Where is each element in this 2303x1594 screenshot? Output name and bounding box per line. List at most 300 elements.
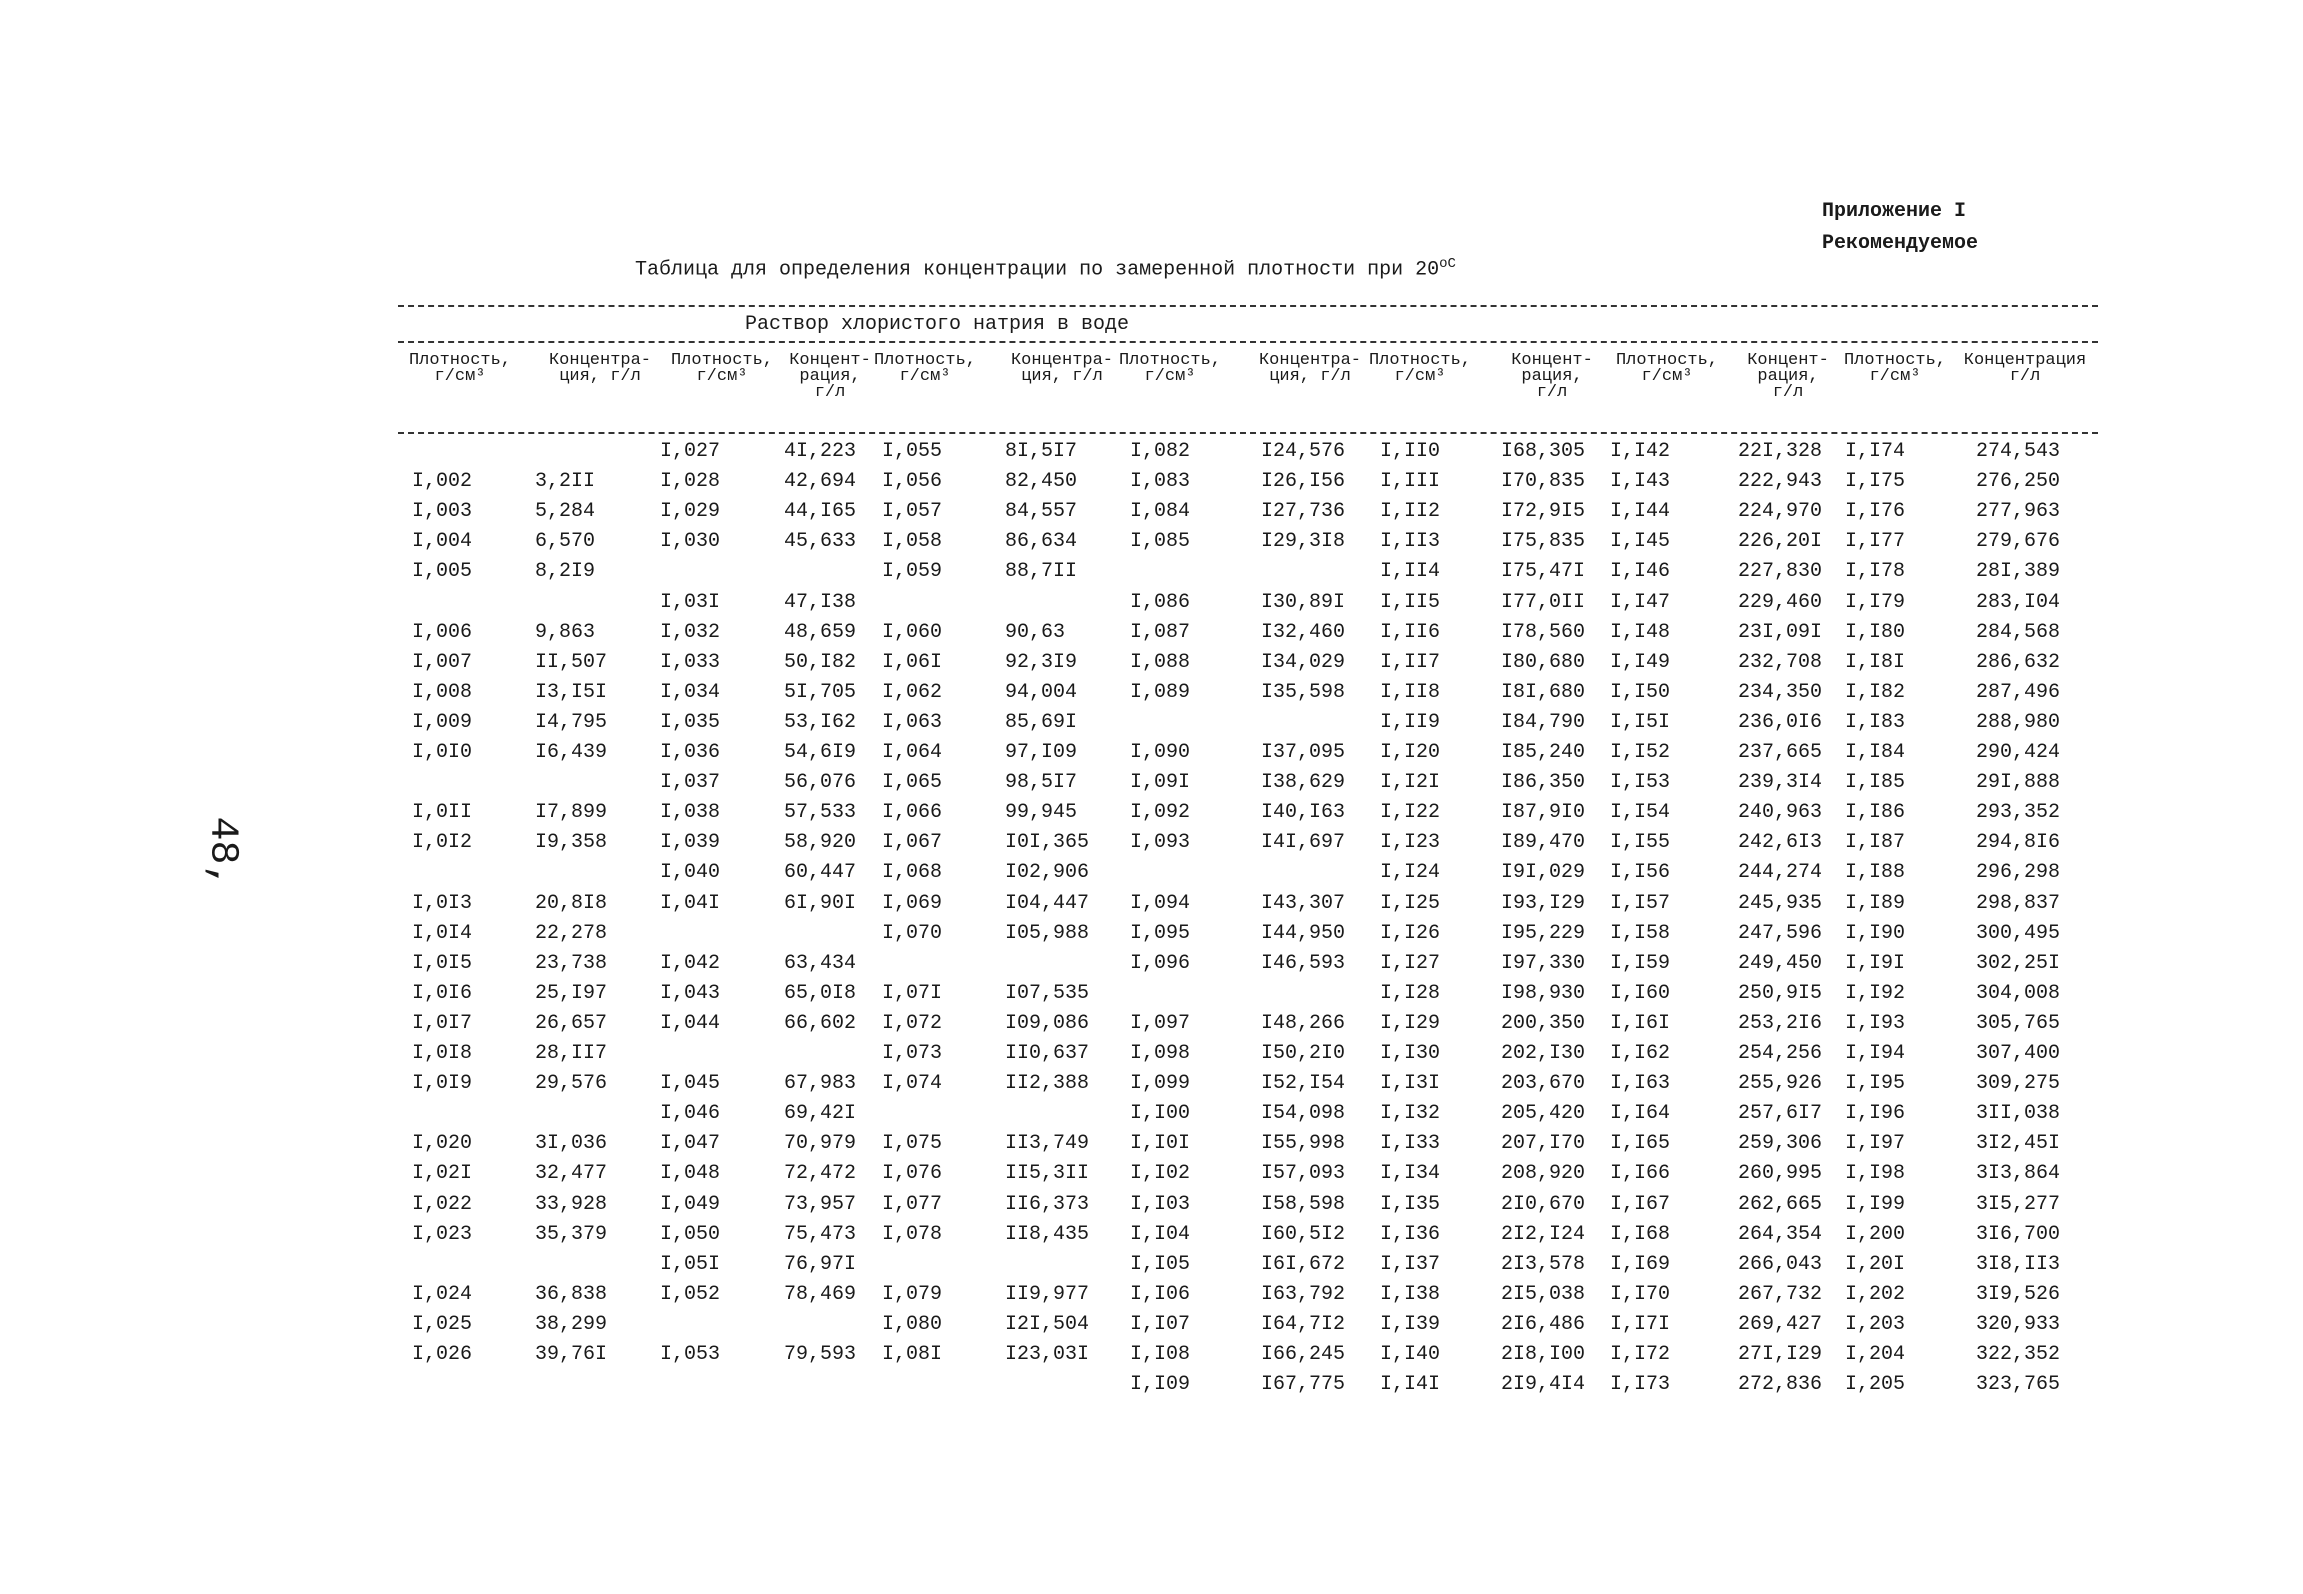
density-cell: I,I60 bbox=[1610, 981, 1671, 1005]
column-header-line: г/см³ bbox=[899, 367, 951, 386]
density-cell: I,007 bbox=[412, 650, 473, 674]
column-header-line: рация, bbox=[1757, 367, 1819, 386]
concentration-cell: I80,680 bbox=[1500, 650, 1585, 674]
concentration-cell: 23I,09I bbox=[1737, 620, 1822, 644]
density-cell: I,062 bbox=[882, 680, 943, 704]
concentration-cell: I64,7I2 bbox=[1260, 1312, 1345, 1336]
density-cell: I,066 bbox=[882, 801, 943, 825]
density-cell: I,003 bbox=[412, 500, 473, 524]
density-cell: I,I25 bbox=[1380, 891, 1441, 915]
concentration-cell: I44,950 bbox=[1260, 921, 1345, 945]
density-cell: I,009 bbox=[412, 710, 473, 734]
concentration-cell: II5,3II bbox=[1005, 1162, 1090, 1186]
density-cell: I,I53 bbox=[1610, 771, 1671, 795]
density-cell: I,058 bbox=[882, 530, 943, 554]
density-cell: I,I77 bbox=[1845, 530, 1906, 554]
density-cell: I,097 bbox=[1130, 1011, 1191, 1035]
column-header-line: Плотность, bbox=[1368, 351, 1472, 370]
density-cell: I,I96 bbox=[1845, 1102, 1906, 1126]
concentration-cell: 255,926 bbox=[1737, 1072, 1822, 1096]
concentration-cell: I0I,365 bbox=[1005, 831, 1090, 855]
concentration-cell: I43,307 bbox=[1260, 891, 1345, 915]
density-cell: I,I33 bbox=[1380, 1132, 1441, 1156]
concentration-cell: 227,830 bbox=[1737, 560, 1822, 584]
concentration-cell: 42,694 bbox=[783, 470, 856, 494]
concentration-cell: I75,835 bbox=[1500, 530, 1585, 554]
density-cell: I,II0 bbox=[1380, 440, 1441, 463]
density-cell: I,I9I bbox=[1845, 951, 1906, 975]
density-cell: I,205 bbox=[1845, 1373, 1906, 1397]
concentration-cell: 8,2I9 bbox=[535, 560, 596, 584]
column-header-line: г/л bbox=[814, 383, 846, 402]
density-cell: I,020 bbox=[412, 1132, 473, 1156]
density-cell: I,060 bbox=[882, 620, 943, 644]
concentration-cell: 284,568 bbox=[1975, 620, 2060, 644]
concentration-cell: 2I5,038 bbox=[1500, 1282, 1585, 1306]
density-cell: I,I40 bbox=[1380, 1343, 1441, 1366]
column-header-line: г/см³ bbox=[1144, 367, 1196, 386]
density-cell: I,202 bbox=[1845, 1282, 1906, 1306]
concentration-cell: I50,2I0 bbox=[1260, 1042, 1345, 1065]
concentration-cell: I77,0II bbox=[1500, 590, 1585, 614]
concentration-cell: 25,I97 bbox=[535, 981, 608, 1005]
concentration-cell: I6I,672 bbox=[1260, 1252, 1345, 1276]
concentration-cell: I38,629 bbox=[1260, 771, 1345, 795]
density-cell: I,0I9 bbox=[412, 1072, 473, 1096]
concentration-cell: I30,89I bbox=[1260, 590, 1345, 614]
concentration-cell: 260,995 bbox=[1737, 1162, 1822, 1186]
concentration-cell: II8,435 bbox=[1005, 1222, 1090, 1246]
appendix-status: Рекомендуемое bbox=[1822, 232, 1979, 255]
concentration-cell: 232,708 bbox=[1737, 650, 1822, 674]
density-cell: I,069 bbox=[882, 891, 943, 915]
density-cell: I,029 bbox=[660, 500, 721, 524]
concentration-cell: I27,736 bbox=[1260, 500, 1345, 524]
column-header-line: ция, г/л bbox=[1021, 367, 1103, 386]
density-cell: I,I02 bbox=[1130, 1162, 1191, 1186]
concentration-cell: 99,945 bbox=[1005, 801, 1078, 825]
density-cell: I,I3I bbox=[1380, 1072, 1441, 1096]
concentration-cell: I3,I5I bbox=[535, 680, 608, 704]
density-cell: I,I66 bbox=[1610, 1162, 1671, 1186]
concentration-cell: 239,3I4 bbox=[1737, 771, 1822, 795]
density-cell: I,I38 bbox=[1380, 1282, 1441, 1306]
column-header-line: г/см³ bbox=[434, 367, 486, 386]
column-header-line: Плотность, bbox=[1615, 351, 1719, 370]
density-cell: I,II3 bbox=[1380, 530, 1441, 554]
density-cell: I,I39 bbox=[1380, 1312, 1441, 1336]
column-header-line: Плотность, bbox=[873, 351, 977, 370]
concentration-cell: 63,434 bbox=[783, 951, 856, 975]
density-cell: I,I30 bbox=[1380, 1042, 1441, 1065]
table-title bbox=[635, 256, 1456, 282]
concentration-cell: 22,278 bbox=[535, 921, 608, 945]
density-cell: I,II4 bbox=[1380, 560, 1441, 584]
concentration-cell: 35,379 bbox=[535, 1222, 608, 1246]
density-cell: I,039 bbox=[660, 831, 721, 855]
column-header-line: Концент- bbox=[789, 351, 871, 370]
density-cell: I,I95 bbox=[1845, 1072, 1906, 1096]
density-cell: I,004 bbox=[412, 530, 473, 554]
density-cell: I,073 bbox=[882, 1042, 943, 1065]
concentration-cell: 293,352 bbox=[1975, 801, 2060, 825]
concentration-cell: 72,472 bbox=[783, 1162, 856, 1186]
density-cell: I,040 bbox=[660, 861, 721, 885]
concentration-cell: I2I,504 bbox=[1005, 1312, 1090, 1336]
density-cell: I,I90 bbox=[1845, 921, 1906, 945]
concentration-cell: 257,6I7 bbox=[1737, 1102, 1822, 1126]
concentration-cell: II,507 bbox=[535, 650, 608, 674]
density-cell: I,098 bbox=[1130, 1042, 1191, 1065]
density-cell: I,I06 bbox=[1130, 1282, 1191, 1306]
concentration-cell: 200,350 bbox=[1500, 1011, 1585, 1035]
concentration-cell: I55,998 bbox=[1260, 1132, 1345, 1156]
density-cell: I,I05 bbox=[1130, 1252, 1191, 1276]
concentration-cell: II9,977 bbox=[1005, 1282, 1090, 1306]
concentration-cell: 94,004 bbox=[1005, 680, 1078, 704]
concentration-cell: I70,835 bbox=[1500, 470, 1585, 494]
concentration-cell: 300,495 bbox=[1975, 921, 2060, 945]
concentration-cell: I57,093 bbox=[1260, 1162, 1345, 1186]
top-rule bbox=[398, 305, 2098, 307]
density-cell: I,I67 bbox=[1610, 1192, 1671, 1216]
density-cell: I,070 bbox=[882, 921, 943, 945]
concentration-cell: 3I3,864 bbox=[1975, 1162, 2060, 1186]
column-header-line: рация, bbox=[1521, 367, 1583, 386]
density-cell: I,I28 bbox=[1380, 981, 1441, 1005]
concentration-cell: 286,632 bbox=[1975, 650, 2060, 674]
density-cell: I,072 bbox=[882, 1011, 943, 1035]
concentration-cell: 2I2,I24 bbox=[1500, 1222, 1585, 1246]
density-cell: I,05I bbox=[660, 1252, 721, 1276]
concentration-cell: 9,863 bbox=[535, 620, 596, 644]
density-cell: I,026 bbox=[412, 1343, 473, 1366]
concentration-cell: 90,63 bbox=[1005, 620, 1066, 644]
concentration-cell: II0,637 bbox=[1005, 1042, 1090, 1065]
density-cell: I,I80 bbox=[1845, 620, 1906, 644]
density-cell: I,057 bbox=[882, 500, 943, 524]
concentration-cell: 244,274 bbox=[1737, 861, 1822, 885]
concentration-cell: 272,836 bbox=[1737, 1373, 1822, 1397]
column-header-line: г/см³ bbox=[1869, 367, 1921, 386]
density-cell: I,06I bbox=[882, 650, 943, 674]
concentration-cell: I58,598 bbox=[1260, 1192, 1345, 1216]
column-header-line: Плотность, bbox=[1118, 351, 1222, 370]
density-cell: I,027 bbox=[660, 440, 721, 463]
concentration-cell: 205,420 bbox=[1500, 1102, 1585, 1126]
density-cell: I,I49 bbox=[1610, 650, 1671, 674]
concentration-cell: 58,920 bbox=[783, 831, 856, 855]
density-cell: I,I45 bbox=[1610, 530, 1671, 554]
column-header-line: Плотность, bbox=[408, 351, 512, 370]
concentration-cell: 76,97I bbox=[783, 1252, 856, 1276]
concentration-cell: 3I,036 bbox=[535, 1132, 608, 1156]
concentration-cell: 254,256 bbox=[1737, 1042, 1822, 1065]
concentration-cell: I24,576 bbox=[1260, 440, 1345, 463]
concentration-cell: I78,560 bbox=[1500, 620, 1585, 644]
density-cell: I,I8I bbox=[1845, 650, 1906, 674]
density-cell: I,095 bbox=[1130, 921, 1191, 945]
density-cell: I,043 bbox=[660, 981, 721, 1005]
section-heading: Раствор хлористого натрия в воде bbox=[745, 313, 1130, 336]
density-cell: I,0I5 bbox=[412, 951, 473, 975]
density-cell: I,085 bbox=[1130, 530, 1191, 554]
concentration-cell: I32,460 bbox=[1260, 620, 1345, 644]
concentration-cell: 27I,I29 bbox=[1737, 1343, 1822, 1366]
column-header-line: рация, bbox=[799, 367, 861, 386]
concentration-cell: 66,602 bbox=[783, 1011, 856, 1035]
concentration-cell: 322,352 bbox=[1975, 1343, 2060, 1366]
concentration-cell: 36,838 bbox=[535, 1282, 608, 1306]
concentration-cell: I60,5I2 bbox=[1260, 1222, 1345, 1246]
density-cell: I,059 bbox=[882, 560, 943, 584]
density-cell: I,I89 bbox=[1845, 891, 1906, 915]
density-cell: I,20I bbox=[1845, 1252, 1906, 1276]
density-cell: I,068 bbox=[882, 861, 943, 885]
density-cell: I,I09 bbox=[1130, 1373, 1191, 1397]
density-cell: I,0I4 bbox=[412, 921, 473, 945]
concentration-cell: 202,I30 bbox=[1500, 1042, 1585, 1065]
density-cell: I,048 bbox=[660, 1162, 721, 1186]
concentration-cell: I46,593 bbox=[1260, 951, 1345, 975]
density-cell: I,067 bbox=[882, 831, 943, 855]
density-cell: I,024 bbox=[412, 1282, 473, 1306]
density-cell: I,005 bbox=[412, 560, 473, 584]
concentration-cell: I68,305 bbox=[1500, 440, 1585, 463]
density-cell: I,I52 bbox=[1610, 741, 1671, 764]
density-cell: I,002 bbox=[412, 470, 473, 494]
concentration-cell: I85,240 bbox=[1500, 741, 1585, 764]
concentration-cell: 237,665 bbox=[1737, 741, 1822, 764]
concentration-cell: II3,749 bbox=[1005, 1132, 1090, 1156]
density-cell: I,I92 bbox=[1845, 981, 1906, 1005]
concentration-cell: 242,6I3 bbox=[1737, 831, 1822, 855]
density-cell: I,I23 bbox=[1380, 831, 1441, 855]
concentration-cell: I75,47I bbox=[1500, 560, 1585, 584]
concentration-cell: 3I5,277 bbox=[1975, 1192, 2060, 1216]
density-cell: I,0I7 bbox=[412, 1011, 473, 1035]
density-cell: I,I85 bbox=[1845, 771, 1906, 795]
density-cell: I,036 bbox=[660, 741, 721, 764]
density-cell: I,I97 bbox=[1845, 1132, 1906, 1156]
density-cell: I,079 bbox=[882, 1282, 943, 1306]
concentration-cell: 307,400 bbox=[1975, 1042, 2060, 1065]
density-cell: I,0II bbox=[412, 801, 473, 825]
concentration-cell: 245,935 bbox=[1737, 891, 1822, 915]
density-cell: I,I29 bbox=[1380, 1011, 1441, 1035]
concentration-cell: I40,I63 bbox=[1260, 801, 1345, 825]
concentration-cell: 5,284 bbox=[535, 500, 596, 524]
column-header-9 bbox=[1350, 353, 1490, 385]
density-cell: I,03I bbox=[660, 590, 721, 614]
concentration-cell: 73,957 bbox=[783, 1192, 856, 1216]
density-cell: I,034 bbox=[660, 680, 721, 704]
concentration-cell: 85,69I bbox=[1005, 710, 1078, 734]
density-cell: I,038 bbox=[660, 801, 721, 825]
density-cell: I,I08 bbox=[1130, 1343, 1191, 1366]
density-cell: I,I69 bbox=[1610, 1252, 1671, 1276]
concentration-cell: 92,3I9 bbox=[1005, 650, 1078, 674]
concentration-cell: 65,0I8 bbox=[783, 981, 856, 1005]
concentration-cell: 8I,5I7 bbox=[1005, 440, 1078, 463]
density-cell: I,082 bbox=[1130, 440, 1191, 463]
concentration-cell: 226,20I bbox=[1737, 530, 1822, 554]
concentration-cell: 2I9,4I4 bbox=[1500, 1373, 1585, 1397]
concentration-cell: 54,6I9 bbox=[783, 741, 856, 764]
density-cell: I,I88 bbox=[1845, 861, 1906, 885]
concentration-cell: 6I,90I bbox=[783, 891, 856, 915]
concentration-cell: 3I8,II3 bbox=[1975, 1252, 2060, 1276]
concentration-cell: 3I9,526 bbox=[1975, 1282, 2060, 1306]
concentration-cell: 29,576 bbox=[535, 1072, 608, 1096]
column-header-line: Концентра- bbox=[548, 351, 652, 370]
density-cell: I,084 bbox=[1130, 500, 1191, 524]
concentration-cell: 70,979 bbox=[783, 1132, 856, 1156]
density-cell: I,I22 bbox=[1380, 801, 1441, 825]
column-header-line: г/л bbox=[1536, 383, 1568, 402]
concentration-cell: 86,634 bbox=[1005, 530, 1078, 554]
density-cell: I,050 bbox=[660, 1222, 721, 1246]
density-cell: I,090 bbox=[1130, 741, 1191, 764]
concentration-cell: 279,676 bbox=[1975, 530, 2060, 554]
concentration-cell: 45,633 bbox=[783, 530, 856, 554]
density-cell: I,0I0 bbox=[412, 741, 473, 764]
concentration-cell: I05,988 bbox=[1005, 921, 1090, 945]
concentration-cell: 274,543 bbox=[1975, 440, 2060, 463]
concentration-cell: I48,266 bbox=[1260, 1011, 1345, 1035]
concentration-cell: 3I6,700 bbox=[1975, 1222, 2060, 1246]
density-cell: I,I86 bbox=[1845, 801, 1906, 825]
density-cell: I,I79 bbox=[1845, 590, 1906, 614]
concentration-cell: II2,388 bbox=[1005, 1072, 1090, 1096]
concentration-cell: 75,473 bbox=[783, 1222, 856, 1246]
density-cell: I,0I3 bbox=[412, 891, 473, 915]
density-cell: I,I43 bbox=[1610, 470, 1671, 494]
density-cell: I,033 bbox=[660, 650, 721, 674]
concentration-cell: I95,229 bbox=[1500, 921, 1585, 945]
density-cell: I,I47 bbox=[1610, 590, 1671, 614]
concentration-cell: 305,765 bbox=[1975, 1011, 2060, 1035]
density-cell: I,I63 bbox=[1610, 1072, 1671, 1096]
concentration-cell: 20,8I8 bbox=[535, 891, 608, 915]
density-cell: I,I59 bbox=[1610, 951, 1671, 975]
density-cell: I,080 bbox=[882, 1312, 943, 1336]
density-cell: I,I03 bbox=[1130, 1192, 1191, 1216]
column-header-line: г/л bbox=[1772, 383, 1804, 402]
column-header-13 bbox=[1825, 353, 1965, 385]
density-cell: I,045 bbox=[660, 1072, 721, 1096]
density-cell: I,I87 bbox=[1845, 831, 1906, 855]
column-header-line: г/см³ bbox=[1641, 367, 1693, 386]
concentration-cell: 229,460 bbox=[1737, 590, 1822, 614]
concentration-cell: I6,439 bbox=[535, 741, 608, 764]
concentration-cell: I98,930 bbox=[1500, 981, 1585, 1005]
density-cell: I,I65 bbox=[1610, 1132, 1671, 1156]
density-cell: I,042 bbox=[660, 951, 721, 975]
column-header-1 bbox=[390, 353, 530, 385]
concentration-cell: 323,765 bbox=[1975, 1373, 2060, 1397]
density-cell: I,I4I bbox=[1380, 1373, 1441, 1397]
density-cell: I,I5I bbox=[1610, 710, 1671, 734]
column-header-line: г/см³ bbox=[1394, 367, 1446, 386]
concentration-cell: 53,I62 bbox=[783, 710, 856, 734]
concentration-cell: 88,7II bbox=[1005, 560, 1078, 584]
density-cell: I,I44 bbox=[1610, 500, 1671, 524]
density-cell: I,09I bbox=[1130, 771, 1191, 795]
column-header-14 bbox=[1955, 353, 2095, 385]
column-header-11 bbox=[1597, 353, 1737, 385]
concentration-cell: 2I8,I00 bbox=[1500, 1343, 1585, 1366]
density-cell: I,I62 bbox=[1610, 1042, 1671, 1065]
density-cell: I,I93 bbox=[1845, 1011, 1906, 1035]
density-cell: I,030 bbox=[660, 530, 721, 554]
density-cell: I,037 bbox=[660, 771, 721, 795]
concentration-cell: 2I3,578 bbox=[1500, 1252, 1585, 1276]
density-cell: I,086 bbox=[1130, 590, 1191, 614]
concentration-cell: 84,557 bbox=[1005, 500, 1078, 524]
concentration-cell: 267,732 bbox=[1737, 1282, 1822, 1306]
column-header-5 bbox=[855, 353, 995, 385]
concentration-cell: 38,299 bbox=[535, 1312, 608, 1336]
concentration-cell: 29I,888 bbox=[1975, 771, 2060, 795]
density-cell: I,200 bbox=[1845, 1222, 1906, 1246]
density-cell: I,I68 bbox=[1610, 1222, 1671, 1246]
density-cell: I,I24 bbox=[1380, 861, 1441, 885]
column-header-line: г/л bbox=[2009, 367, 2041, 386]
concentration-cell: 290,424 bbox=[1975, 741, 2060, 764]
density-cell: I,I00 bbox=[1130, 1102, 1191, 1126]
density-cell: I,I84 bbox=[1845, 741, 1906, 764]
concentration-cell: I26,I56 bbox=[1260, 470, 1345, 494]
density-cell: I,I26 bbox=[1380, 921, 1441, 945]
concentration-cell: 207,I70 bbox=[1500, 1132, 1585, 1156]
concentration-cell: 67,983 bbox=[783, 1072, 856, 1096]
density-cell: I,075 bbox=[882, 1132, 943, 1156]
density-cell: I,I7I bbox=[1610, 1312, 1671, 1336]
concentration-cell: 302,25I bbox=[1975, 951, 2060, 975]
density-cell: I,047 bbox=[660, 1132, 721, 1156]
density-cell: I,04I bbox=[660, 891, 721, 915]
density-cell: I,092 bbox=[1130, 801, 1191, 825]
concentration-cell: 22I,328 bbox=[1737, 440, 1822, 463]
density-cell: I,078 bbox=[882, 1222, 943, 1246]
concentration-cell: I23,03I bbox=[1005, 1343, 1090, 1366]
density-cell: I,063 bbox=[882, 710, 943, 734]
column-header-2 bbox=[530, 353, 670, 385]
concentration-cell: I34,029 bbox=[1260, 650, 1345, 674]
density-cell: I,044 bbox=[660, 1011, 721, 1035]
concentration-cell: I93,I29 bbox=[1500, 891, 1585, 915]
concentration-cell: I52,I54 bbox=[1260, 1072, 1345, 1096]
column-header-line: Плотность, bbox=[670, 351, 774, 370]
density-cell: I,I74 bbox=[1845, 440, 1906, 463]
concentration-cell: 287,496 bbox=[1975, 680, 2060, 704]
concentration-cell: 296,298 bbox=[1975, 861, 2060, 885]
concentration-cell: I7,899 bbox=[535, 801, 608, 825]
concentration-cell: 6,570 bbox=[535, 530, 596, 554]
concentration-cell: I09,086 bbox=[1005, 1011, 1090, 1035]
density-cell: I,I58 bbox=[1610, 921, 1671, 945]
density-cell: I,053 bbox=[660, 1343, 721, 1366]
concentration-cell: 57,533 bbox=[783, 801, 856, 825]
concentration-cell: 98,5I7 bbox=[1005, 771, 1078, 795]
concentration-cell: 32,477 bbox=[535, 1162, 608, 1186]
concentration-cell: 26,657 bbox=[535, 1011, 608, 1035]
concentration-cell: I9I,029 bbox=[1500, 861, 1585, 885]
concentration-cell: 79,593 bbox=[783, 1343, 856, 1366]
density-cell: I,I82 bbox=[1845, 680, 1906, 704]
density-cell: I,I70 bbox=[1610, 1282, 1671, 1306]
